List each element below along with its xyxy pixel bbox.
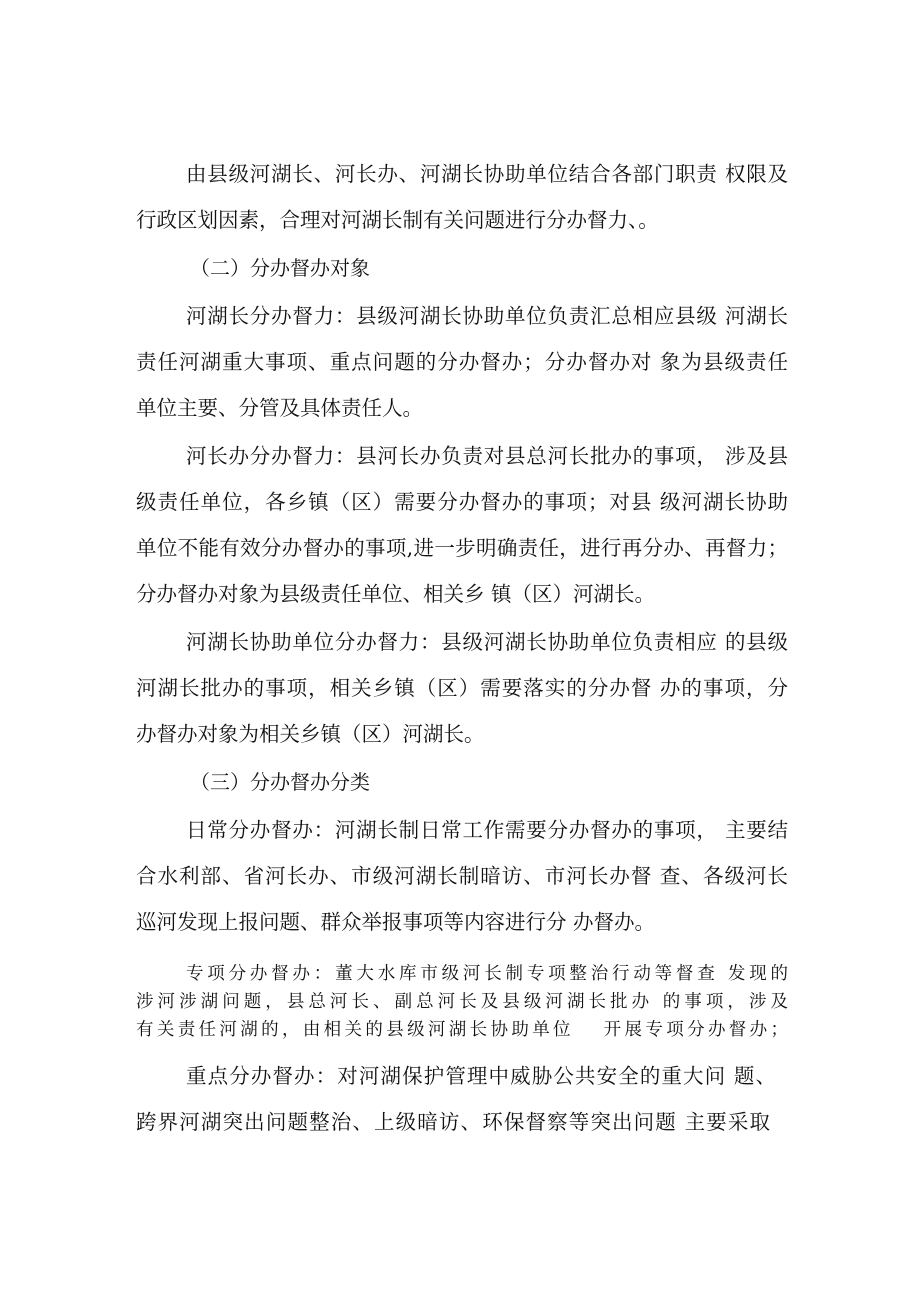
paragraph-3-line-3: 单位不能有效分办督办的事项,进一步明确责任，进行再分办、再督力；: [136, 536, 788, 560]
paragraph-2-line-1: 河湖长分办督力：县级河湖长协助单位负责汇总相应县级 河湖长: [186, 304, 788, 328]
section-heading-2: （二）分办督办对象: [190, 256, 370, 280]
paragraph-5-line-3: 巡河发现上报问题、群众举报事项等内容进行分 办督办。: [136, 910, 656, 934]
paragraph-2-line-3: 单位主要、分管及具体责任人。: [136, 396, 423, 420]
section-heading-3: （三）分办督办分类: [190, 770, 370, 794]
paragraph-3-line-4: 分办督办对象为县级责任单位、相关乡 镇（区）河湖长。: [136, 582, 656, 606]
paragraph-4-line-1: 河湖长协助单位分办督力：县级河湖长协助单位负责相应 的县级: [186, 630, 788, 654]
paragraph-3-line-2: 级责任单位，各乡镇（区）需要分办督办的事项；对县 级河湖长协助: [136, 490, 788, 514]
paragraph-6-line-3: 有关责任河湖的，由相关的县级河湖长协助单位 开展专项分办督办；: [136, 1020, 788, 1040]
paragraph-2-line-2: 责任河湖重大事项、重点问题的分办督办；分办督办对 象为县级责任: [136, 350, 788, 374]
paragraph-4-line-3: 办督办对象为相关乡镇（区）河湖长。: [136, 722, 485, 746]
paragraph-6-line-1: 专项分办督办：董大水库市级河长制专项整治行动等督查 发现的: [186, 964, 788, 984]
paragraph-3-line-1: 河长办分办督力：县河长办负责对县总河长批办的事项， 涉及县: [186, 444, 788, 468]
paragraph-6-line-2: 涉河涉湖问题，县总河长、副总河长及县级河湖长批办 的事项，涉及: [136, 992, 788, 1012]
paragraph-1-line-1: 由县级河湖长、河长办、河湖长协助单位结合各部门职责 权限及: [186, 162, 788, 186]
paragraph-7-line-1: 重点分办督办：对河湖保护管理中威胁公共安全的重大问 题、: [186, 1064, 776, 1088]
paragraph-7-line-2: 跨界河湖突出问题整治、上级暗访、环保督察等突出问题 主要采取: [136, 1110, 770, 1134]
paragraph-5-line-1: 日常分办督办：河湖长制日常工作需要分办督办的事项， 主要结: [186, 818, 788, 842]
paragraph-4-line-2: 河湖长批办的事项，相关乡镇（区）需要落实的分办督 办的事项，分: [136, 676, 788, 700]
paragraph-5-line-2: 合水利部、省河长办、市级河湖长制暗访、市河长办督 查、各级河长: [136, 864, 788, 888]
paragraph-1-line-2: 行政区划因素，合理对河湖长制有关问题进行分办督力、。: [136, 208, 659, 232]
